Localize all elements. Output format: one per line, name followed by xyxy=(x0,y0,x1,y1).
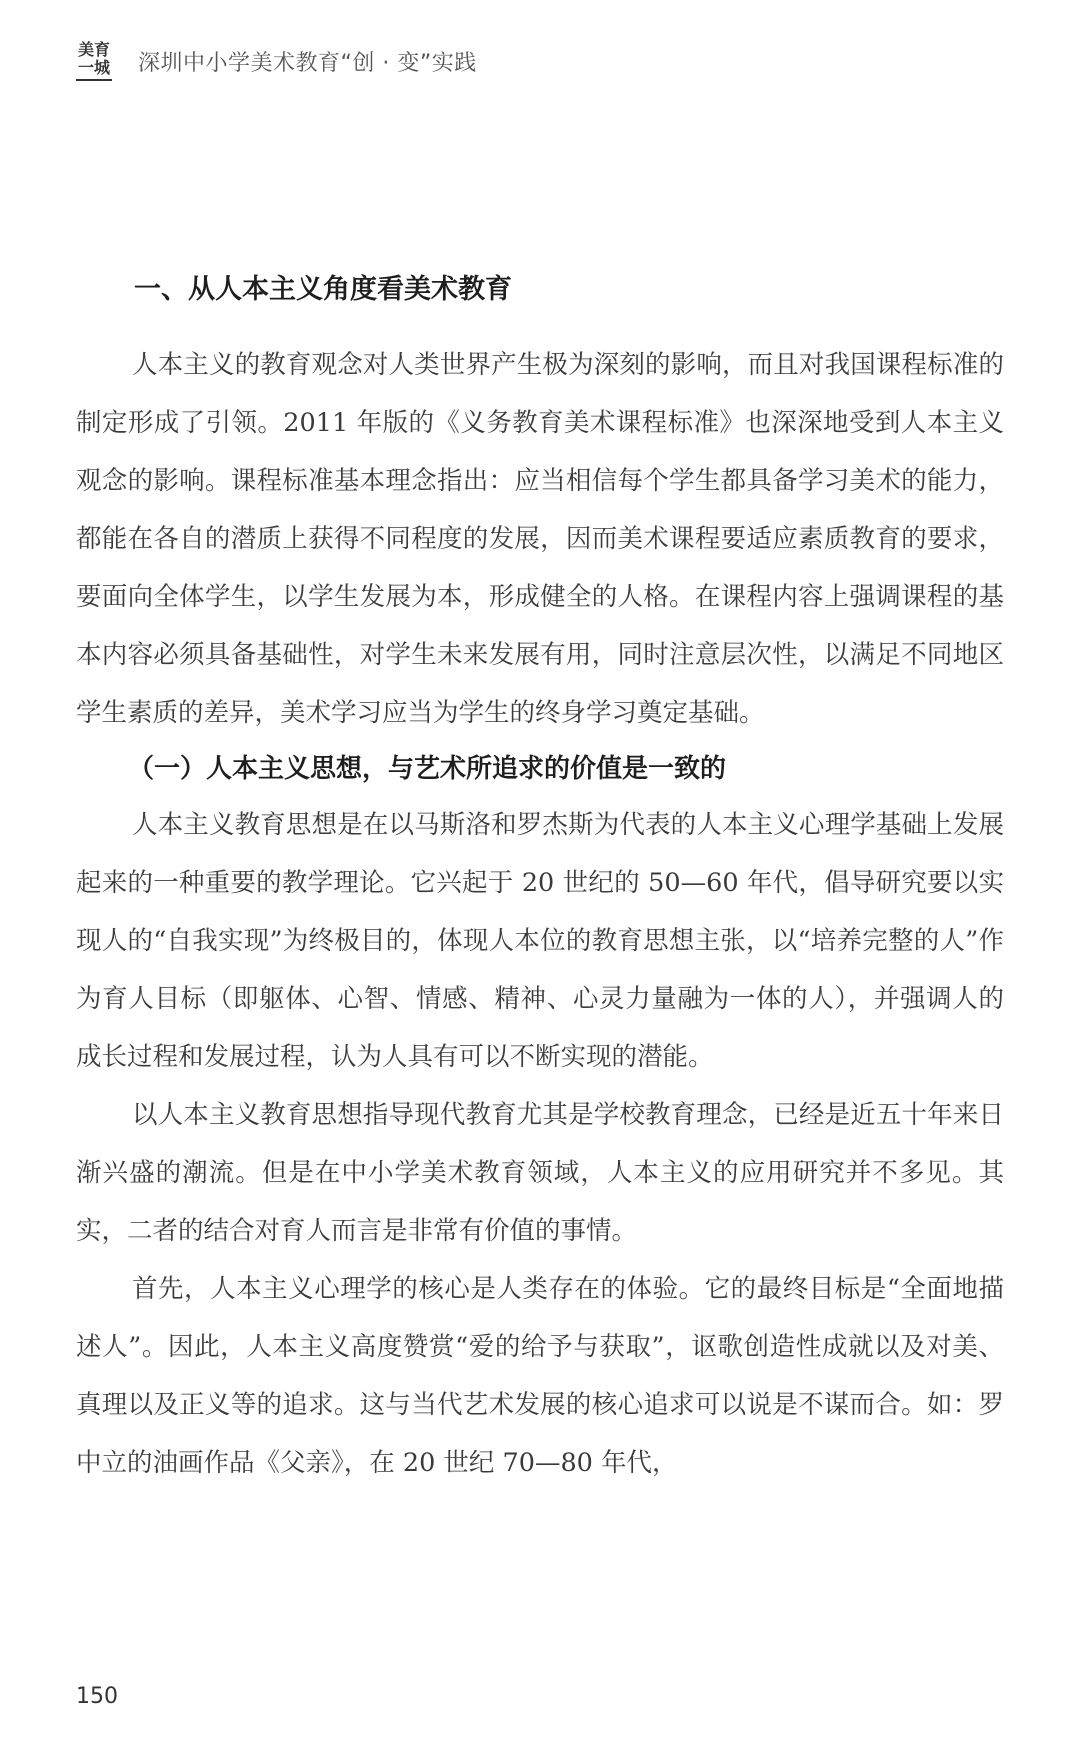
sub-heading: （一）人本主义思想，与艺术所追求的价值是一致的 xyxy=(128,754,727,784)
logo-bottom-text: 一城 xyxy=(76,59,112,81)
section-heading: 一、从人本主义角度看美术教育 xyxy=(134,274,512,305)
page-number: 150 xyxy=(76,1684,118,1709)
paragraph-4: 首先，人本主义心理学的核心是人类存在的体验。它的最终目标是“全面地描述人”。因此，人本主义高度赞赏“爱的给予与获取”，讴歌创造性成就以及对美、真理以及正义等的追求。这与当代艺术发展的核心追求可以说是不谋而合。如：罗中立的油画作品《父亲》，在 20 世纪 70—80 年代， xyxy=(76,1274,1004,1478)
page-body xyxy=(76,270,1004,1492)
paragraph-1: 人本主义的教育观念对人类世界产生极为深刻的影响，而且对我国课程标准的制定形成了引领。2011 年版的《义务教育美术课程标准》也深深地受到人本主义观念的影响。课程标准基本理念指出：应当相信每个学生都具备学习美术的能力，都能在各自的潜质上获得不同程度的发展，因而美术课程要适应素质教育的要求，要面向全体学生，以学生发展为本，形成健全的人格。在课程内容上强调课程的基本内容必须具备基础性，对学生未来发展有用，同时注意层次性，以满足不同地区学生素质的差异，美术学习应当为学生的终身学习奠定基础。 xyxy=(76,350,1004,728)
running-header xyxy=(76,38,477,84)
book-logo xyxy=(76,41,112,81)
series-title: 深圳中小学美术教育“创 · 变”实践 xyxy=(138,50,477,76)
paragraph-3: 以人本主义教育思想指导现代教育尤其是学校教育理念，已经是近五十年来日渐兴盛的潮流。但是在中小学美术教育领域，人本主义的应用研究并不多见。其实，二者的结合对育人而言是非常有价值的事情。 xyxy=(76,1100,1004,1246)
paragraph-2: 人本主义教育思想是在以马斯洛和罗杰斯为代表的人本主义心理学基础上发展起来的一种重要的教学理论。它兴起于 20 世纪的 50—60 年代，倡导研究要以实现人的“自我实现”为终极目的，体现人本位的教育思想主张，以“培养完整的人”作为育人目标（即躯体、心智、情感、精神、心灵力量融为一体的人），并强调人的成长过程和发展过程，认为人具有可以不断实现的潜能。 xyxy=(76,810,1004,1072)
logo-top-text: 美育 xyxy=(77,40,110,59)
